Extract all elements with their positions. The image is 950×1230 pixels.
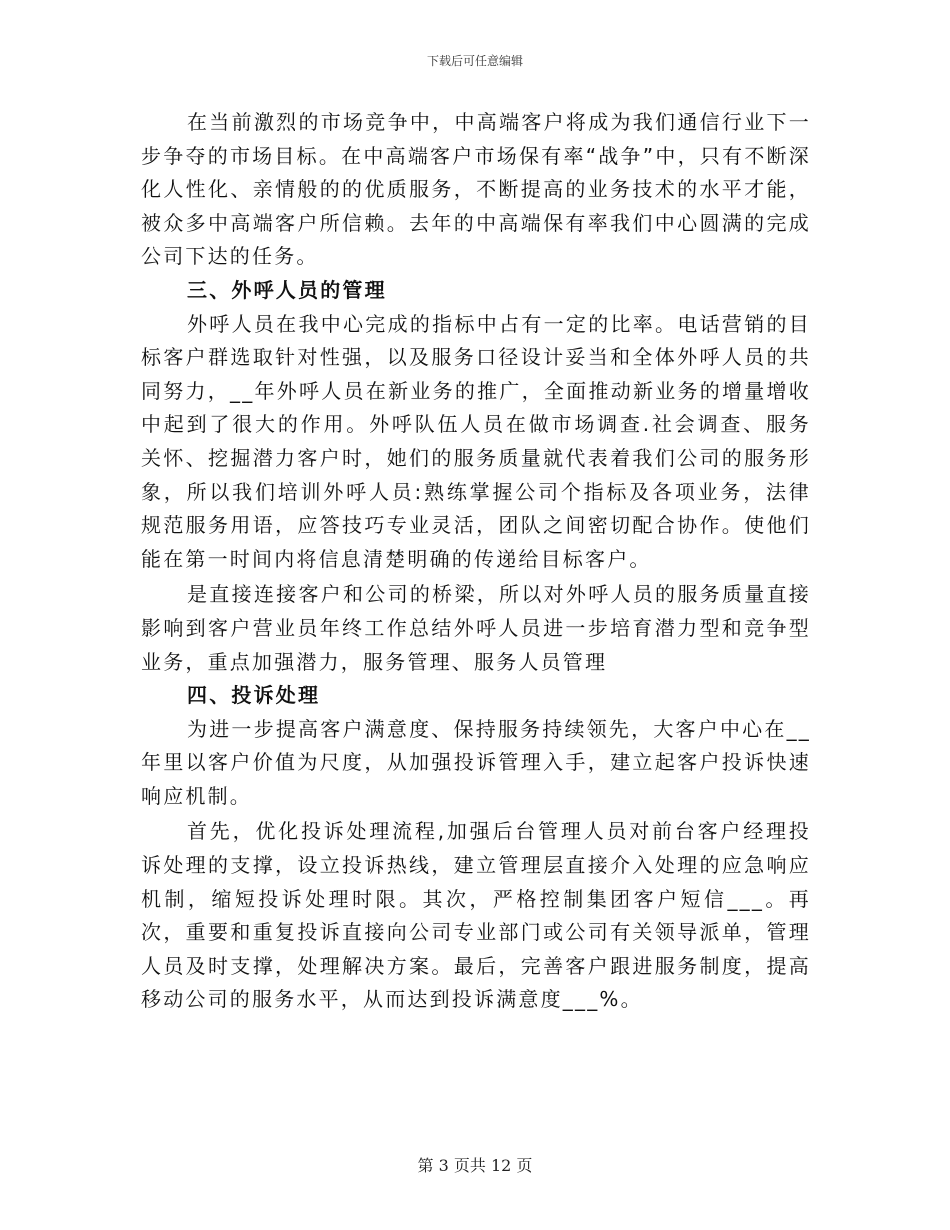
paragraph-outbound-staff: 外呼人员在我中心完成的指标中占有一定的比率。电话营销的目标客户群选取针对性强，以及服务口径设计妥当和全体外呼人员的共同努力，__年外呼人员在新业务的推广，全面推动新业务的增量增收中起到了很大的作用。外呼队伍人员在做市场调查.社会调查、服务关怀、挖掘潜力客户时，她们的服务质量就代表着我们公司的服务形象，所以我们培训外呼人员:熟练掌握公司个指标及各项业务，法律规范服务用语，应答技巧专业灵活，团队之间密切配合协作。使他们能在第一时间内将信息清楚明确的传递给目标客户。 [141,311,811,571]
page-header: 下载后可任意编辑 [426,54,523,68]
section-heading-complaints: 四、投诉处理 [187,683,321,708]
section-heading-outbound-staff: 三、外呼人员的管理 [187,277,387,302]
paragraph-complaint-intro: 为进一步提高客户满意度、保持服务持续领先，大客户中心在__年里以客户价值为尺度，从加强投诉管理入手，建立起客户投诉快速响应机制。 [141,716,811,808]
paragraph-market-competition: 在当前激烈的市场竞争中，中高端客户将成为我们通信行业下一步争夺的市场目标。在中高端客户市场保有率“战争”中，只有不断深化人性化、亲情般的的优质服务，不断提高的业务技术的水平才能，被众多中高端客户所信赖。去年的中高端保有率我们中心圆满的完成公司下达的任务。 [141,110,811,269]
page-number: 第 3 页共 12 页 [417,1156,533,1175]
paragraph-bridge: 是直接连接客户和公司的桥梁，所以对外呼人员的服务质量直接影响到客户营业员年终工作总结外呼人员进一步培育潜力型和竞争型业务，重点加强潜力，服务管理、服务人员管理 [141,582,811,674]
paragraph-complaint-process: 首先，优化投诉处理流程,加强后台管理人员对前台客户经理投诉处理的支撑，设立投诉热线，建立管理层直接介入处理的应急响应机制，缩短投诉处理时限。其次，严格控制集团客户短信___。再次，重要和重复投诉直接向公司专业部门或公司有关领导派单，管理人员及时支撑，处理解决方案。最后，完善客户跟进服务制度，提高移动公司的服务水平，从而达到投诉满意度___%。 [141,819,811,1012]
document-body [141,106,811,1017]
